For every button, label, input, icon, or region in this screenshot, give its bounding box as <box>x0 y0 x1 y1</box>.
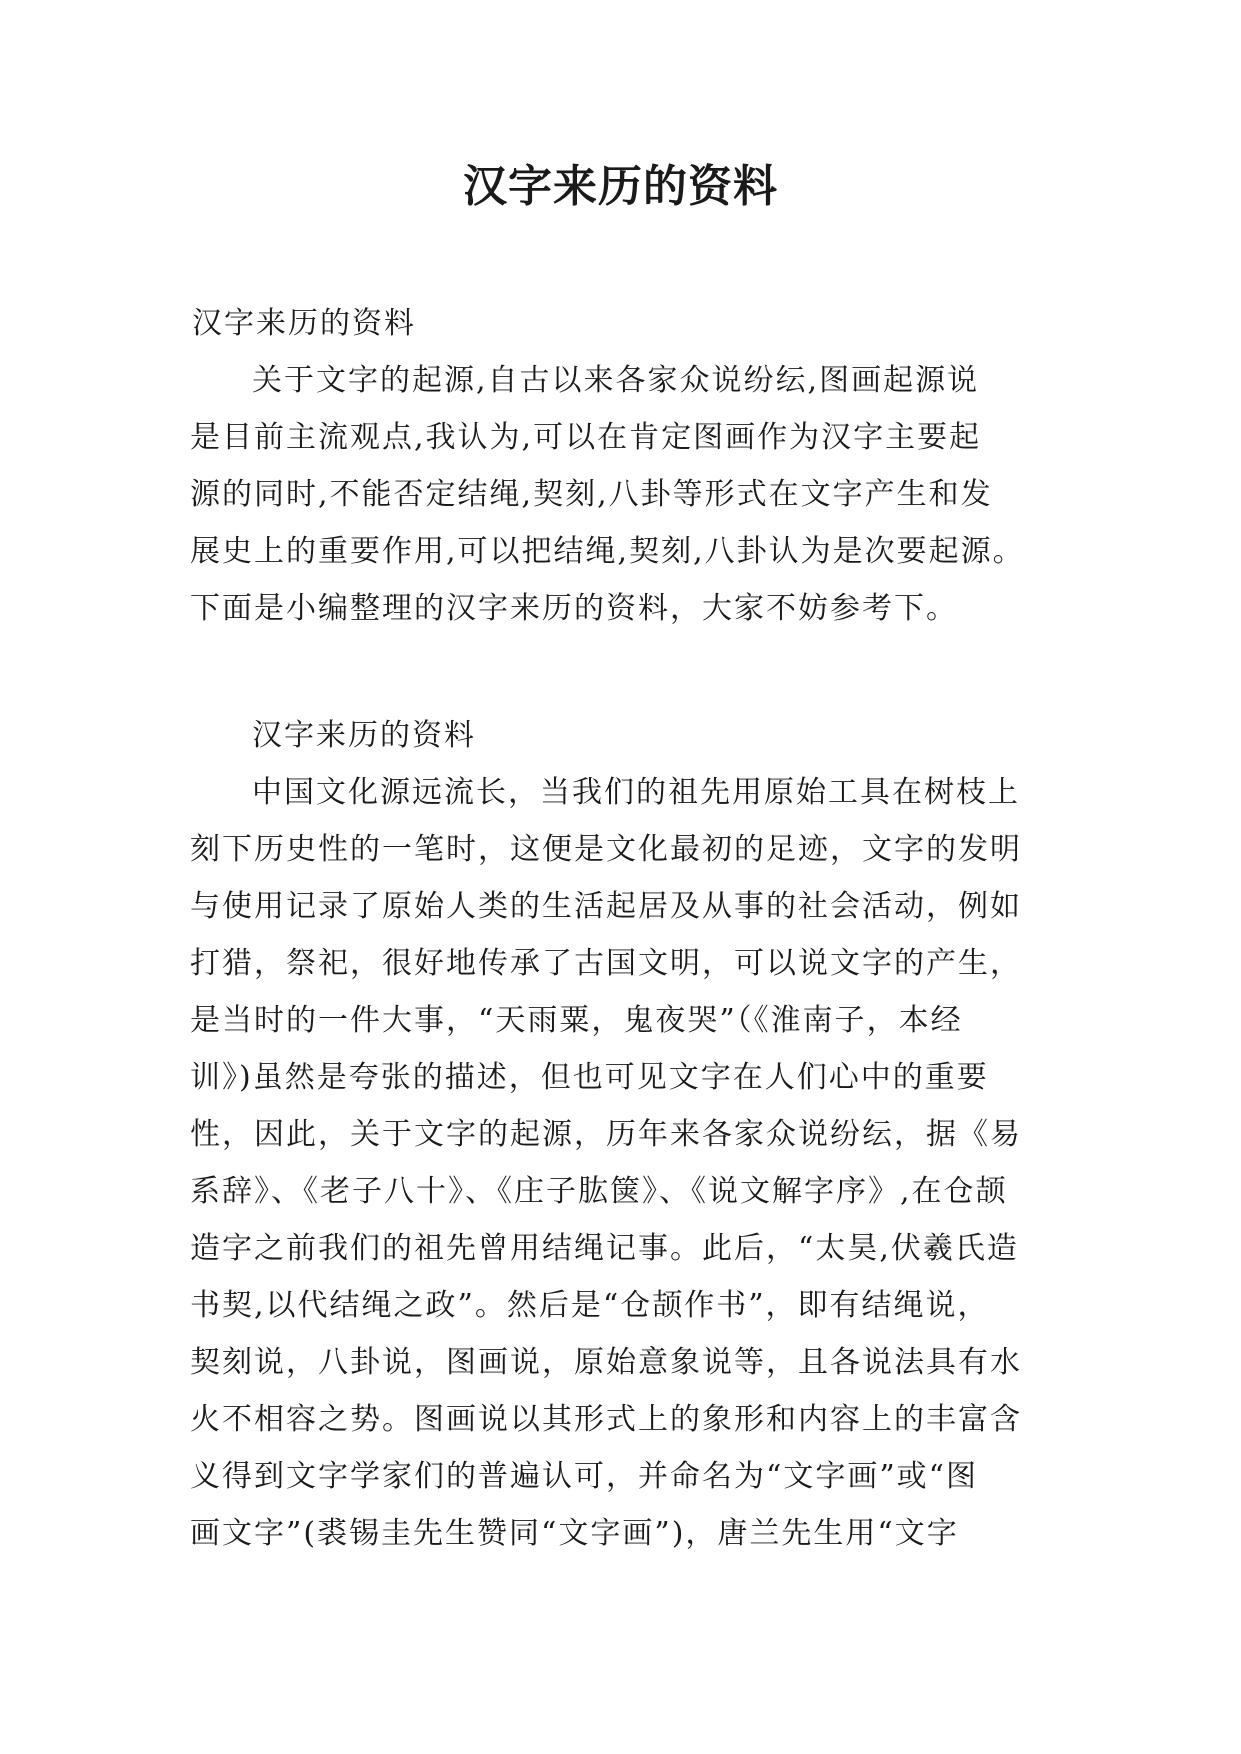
section-line: 刻下历史性的一笔时，这便是文化最初的足迹，文字的发明 <box>190 832 1022 867</box>
section-heading: 汉字来历的资料 <box>252 718 476 753</box>
section-line: 画文字”(裘锡圭先生赞同“文字画”)，唐兰先生用“文字 <box>190 1516 959 1551</box>
section-line: 书契,以代结绳之政”。然后是“仓颉作书”，即有结绳说， <box>190 1288 990 1323</box>
section-line: 打猎，祭祀，很好地传承了古国文明，可以说文字的产生， <box>190 946 1022 981</box>
intro-heading: 汉字来历的资料 <box>192 306 416 341</box>
intro-line: 下面是小编整理的汉字来历的资料，大家不妨参考下。 <box>190 591 958 626</box>
section-line: 与使用记录了原始人类的生活起居及从事的社会活动，例如 <box>190 889 1022 924</box>
section-line: 是当时的一件大事，“天雨粟，鬼夜哭”（《淮南子，本经 <box>190 1003 963 1038</box>
section-gap <box>190 637 1070 707</box>
intro-line: 是目前主流观点,我认为,可以在肯定图画作为汉字主要起 <box>190 420 982 455</box>
intro-line: 关于文字的起源,自古以来各家众说纷纭,图画起源说 <box>252 363 980 398</box>
section-line: 系辞》、《老子八十》、《庄子肱箧》、《说文解字序》,在仓颉 <box>190 1174 1008 1209</box>
section-line: 中国文化源远流长，当我们的祖先用原始工具在树枝上 <box>252 775 1020 810</box>
intro-line: 展史上的重要作用,可以把结绳,契刻,八卦认为是次要起源。 <box>190 534 1025 569</box>
section-line: 火不相容之势。图画说以其形式上的象形和内容上的丰富含 <box>190 1402 1022 1437</box>
section-line: 训》)虽然是夸张的描述，但也可见文字在人们心中的重要 <box>190 1060 989 1095</box>
document-title: 汉字来历的资料 <box>463 161 778 212</box>
section-line: 契刻说，八卦说，图画说，原始意象说等，且各说法具有水 <box>190 1345 1022 1380</box>
intro-line: 源的同时,不能否定结绳,契刻,八卦等形式在文字产生和发 <box>190 477 993 512</box>
document-body <box>190 295 1070 1562</box>
section-line: 性，因此，关于文字的起源，历年来各家众说纷纭，据《易 <box>190 1117 1022 1152</box>
section-line: 造字之前我们的祖先曾用结绳记事。此后，“太昊,伏羲氏造 <box>190 1231 1019 1266</box>
section-line: 义得到文字学家们的普遍认可，并命名为“文字画”或“图 <box>190 1459 979 1494</box>
